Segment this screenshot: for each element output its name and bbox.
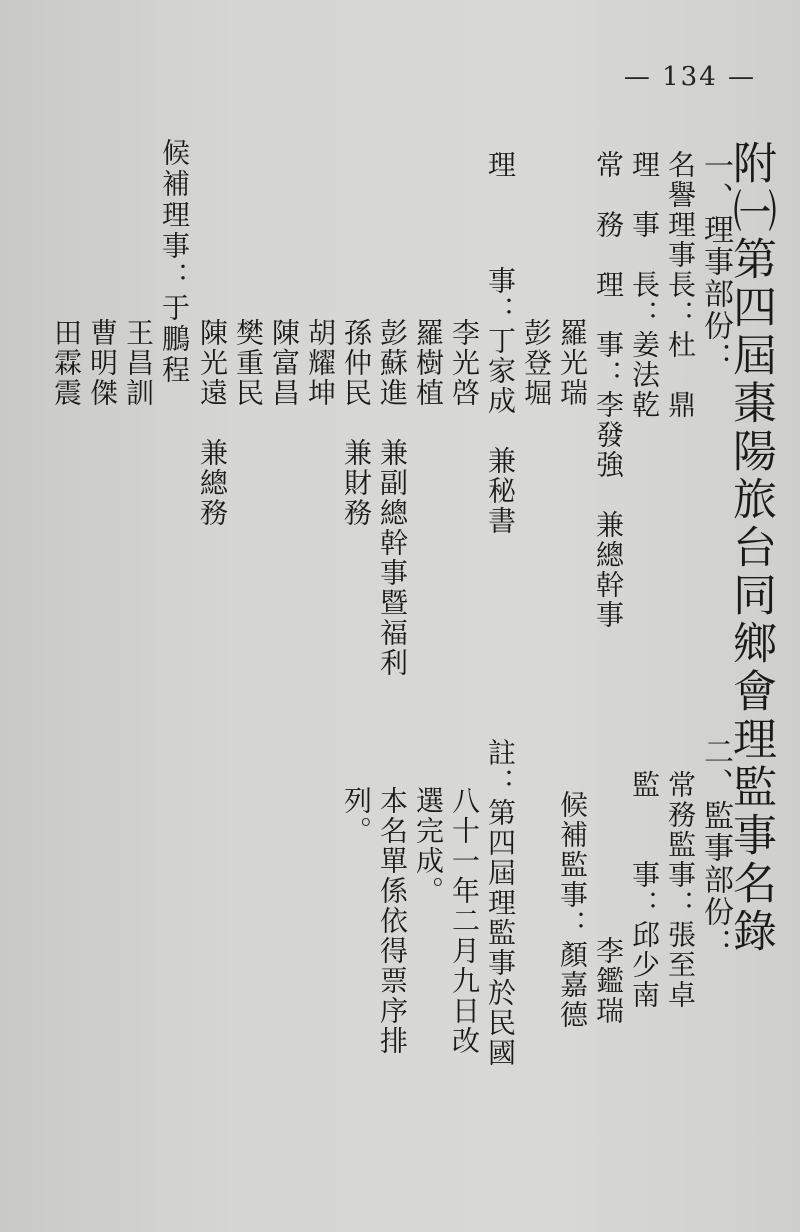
standing-supervisor-line: 常務監事：張至卓 <box>664 770 697 1010</box>
note-line-4: 本名單係依得票序排 <box>376 786 409 1056</box>
alternate-directors-label: 候補理事：于鵬程 <box>158 138 191 386</box>
director-2: 李光啓 <box>448 318 481 408</box>
director-9: 陳光遠 兼總務 <box>196 318 229 528</box>
director-8: 樊重民 <box>232 318 265 408</box>
directors-label: 理 <box>484 150 517 180</box>
supervisor-2: 李鑑瑞 <box>592 936 625 1026</box>
section-heading-supervisors: 二、監事部份： <box>698 736 733 960</box>
alternate-supervisor-line: 候補監事：顏嘉德 <box>556 790 589 1030</box>
page-number: — 134 — <box>623 62 756 92</box>
chair-line: 理 事 長：姜法乾 <box>628 150 661 420</box>
director-1: 事：丁家成 兼秘書 <box>484 266 517 536</box>
standing-director-2: 羅光瑞 <box>556 318 589 408</box>
director-5: 孫仲民 兼財務 <box>340 318 373 528</box>
standing-director-line: 常 務 理 事：李發強 兼總幹事 <box>592 150 625 630</box>
director-6: 胡耀坤 <box>304 318 337 408</box>
director-4: 彭蘇進 兼副總幹事暨福利 <box>376 318 409 678</box>
director-7: 陳富昌 <box>268 318 301 408</box>
alternate-director-3: 曹明傑 <box>86 318 119 408</box>
note-line-5: 列。 <box>340 786 373 846</box>
note-line-1: 註：第四屆理監事於民國 <box>484 738 517 1068</box>
page-title: 附㈠第四屆棗陽旅台同鄉會理監事名錄 <box>725 140 776 956</box>
standing-director-3: 彭登堀 <box>520 318 553 408</box>
note-line-2: 八十一年二月九日改 <box>448 786 481 1056</box>
note-line-3: 選完成。 <box>412 786 445 906</box>
alternate-director-2: 王昌訓 <box>122 318 155 408</box>
section-heading-directors: 一、理事部份： <box>698 150 733 374</box>
supervisor-1: 監 事：邱少南 <box>628 770 661 1010</box>
honorary-chair-line: 名譽理事長：杜 鼎 <box>664 150 697 420</box>
alternate-director-4: 田霖震 <box>50 318 83 408</box>
director-3: 羅樹植 <box>412 318 445 408</box>
